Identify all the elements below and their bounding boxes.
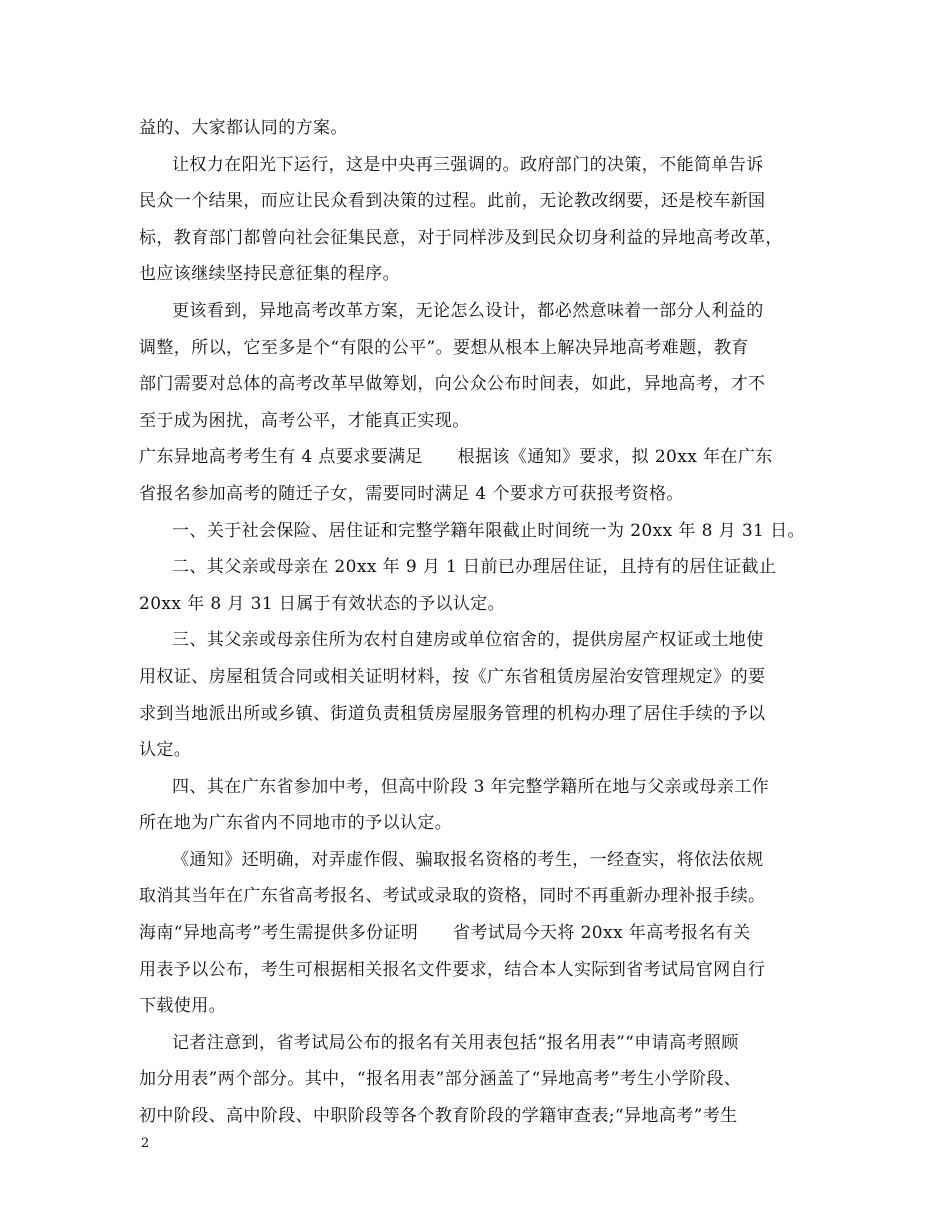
text-line: 四、其在广东省参加中考，但高中阶段 3 年完整学籍所在地与父亲或母亲工作	[172, 776, 770, 797]
text-line: 省报名参加高考的随迁子女，需要同时满足 4 个要求方可获报考资格。	[139, 483, 684, 504]
text-line: 民众一个结果，而应让民众看到决策的过程。此前，无论教改纲要，还是校车新国	[139, 191, 766, 212]
text-line: 用表予以公布，考生可根据相关报名文件要求，结合本人实际到省考试局官网自行	[139, 959, 766, 980]
text-line: 下载使用。	[139, 996, 226, 1017]
text-line: 更该看到，异地高考改革方案，无论怎么设计，都必然意味着一部分人利益的	[172, 300, 764, 321]
text-line: 三、其父亲或母亲住所为农村自建房或单位宿舍的，提供房屋产权证或土地使	[172, 630, 764, 651]
text-line: 至于成为困扰，高考公平，才能真正实现。	[139, 410, 470, 431]
text-line: 部门需要对总体的高考改革早做筹划，向公众公布时间表，如此，异地高考，才不	[139, 374, 766, 395]
text-line: 加分用表”两个部分。其中，“报名用表”部分涵盖了“异地高考”考生小学阶段、	[139, 1069, 742, 1090]
text-line: 让权力在阳光下运行，这是中央再三强调的。政府部门的决策，不能简单告诉	[172, 154, 764, 175]
text-line: 也应该继续坚持民意征集的程序。	[139, 264, 400, 285]
text-line: 《通知》还明确，对弄虚作假、骗取报名资格的考生，一经查实，将依法依规	[172, 849, 764, 870]
text-line: 一、关于社会保险、居住证和完整学籍年限截止时间统一为 20xx 年 8 月 31 日。	[172, 520, 805, 541]
text-line: 认定。	[139, 740, 192, 761]
text-line: 益的、大家都认同的方案。	[139, 118, 348, 138]
text-line: 二、其父亲或母亲在 20xx 年 9 月 1 日前已办理居住证，且持有的居住证截止	[172, 557, 777, 578]
text-line: 标，教育部门都曾向社会征集民意，对于同样涉及到民众切身利益的异地高考改革，	[139, 227, 783, 248]
text-line: 海南“异地高考”考生需提供多份证明 省考试局今天将 20xx 年高考报名有关	[139, 923, 751, 944]
text-line: 初中阶段、高中阶段、中职阶段等各个教育阶段的学籍审查表;“异地高考”考生	[139, 1106, 738, 1127]
text-line: 求到当地派出所或乡镇、街道负责租赁房屋服务管理的机构办理了居住手续的予以	[139, 703, 766, 724]
document-body	[139, 110, 811, 1135]
text-line: 记者注意到，省考试局公布的报名有关用表包括“报名用表”“申请高考照顾	[172, 1032, 739, 1053]
text-line: 调整，所以，它至多是个“有限的公平”。要想从根本上解决异地高考难题，教育	[139, 337, 749, 358]
text-line: 广东异地高考考生有 4 点要求要满足 根据该《通知》要求，拟 20xx 年在广东	[139, 447, 773, 468]
text-line: 取消其当年在广东省高考报名、考试或录取的资格，同时不再重新办理补报手续。	[139, 886, 766, 907]
text-line: 所在地为广东省内不同地市的予以认定。	[139, 813, 453, 834]
page-number: 2	[141, 1136, 150, 1151]
text-line: 用权证、房屋租赁合同或相关证明材料，按《广东省租赁房屋治安管理规定》的要	[139, 666, 766, 687]
text-line: 20xx 年 8 月 31 日属于有效状态的予以认定。	[139, 593, 506, 614]
